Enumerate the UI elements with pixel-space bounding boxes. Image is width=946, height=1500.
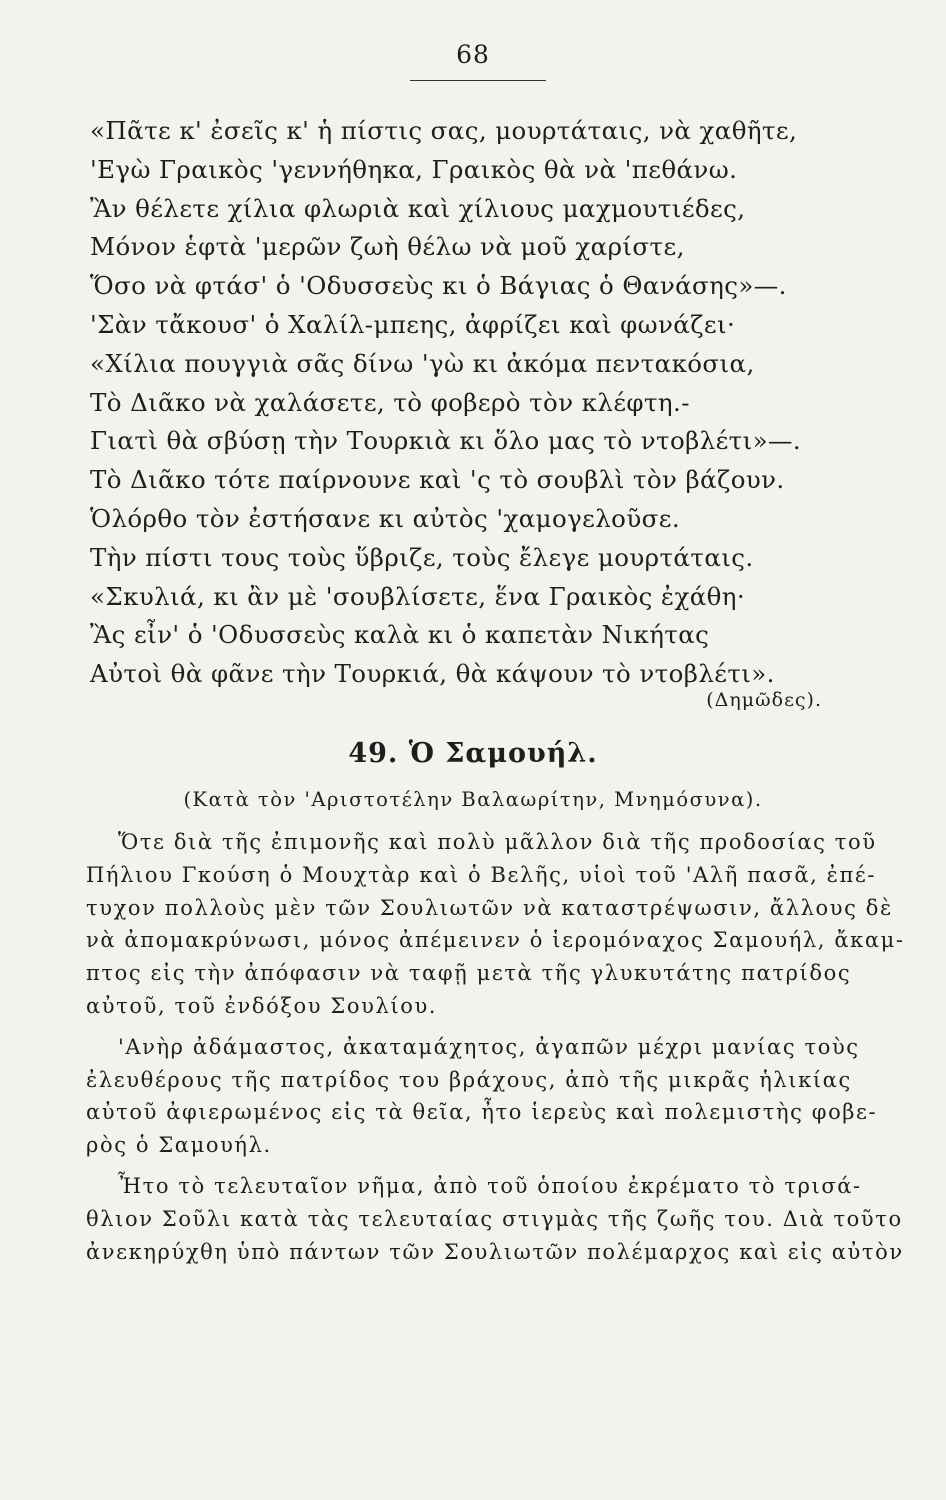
- poem-line: 'Σὰν τἄκουσ' ὁ Χαλίλ-μπεης, ἀφρίζει καὶ φωνάζει·: [90, 309, 736, 339]
- paragraph-line: 'Ανὴρ ἀδάμαστος, ἀκαταμάχητος, ἀγαπῶν μέχρι μανίας τοὺς: [118, 1034, 860, 1059]
- header-rule: [410, 80, 546, 81]
- poem-line: Τὴν πίστι τους τοὺς ὕβριζε, τοὺς ἔλεγε μουρτάταις.: [90, 542, 754, 572]
- prose-body: [86, 826, 905, 1268]
- poem-line: Μόνον ἑφτὰ 'μερῶν ζωὴ θέλω νὰ μοῦ χαρίστε,: [90, 232, 685, 262]
- poem-line: Αὐτοὶ θὰ φᾶνε τὴν Τουρκιά, θὰ κάψουν τὸ ντοβλέτι».: [90, 659, 775, 689]
- paragraph-line: θλιον Σοῦλι κατὰ τὰς τελευταίας στιγμὰς τῆς ζωῆς του. Διὰ τοῦτο: [86, 1206, 903, 1231]
- paragraph-line: νὰ ἀπομακρύνωσι, μόνος ἀπέμεινεν ὁ ἱερομόναχος Σαμουήλ, ἄκαμ-: [86, 928, 905, 953]
- poem-line: Τὸ Διᾶκο τότε παίρνουνε καὶ 'ς τὸ σουβλὶ τὸν βάζουν.: [90, 465, 785, 495]
- section-number: 49.: [348, 738, 399, 769]
- page-number: 68: [456, 40, 490, 69]
- poem-line: Ὅσο νὰ φτάσ' ὁ 'Οδυσσεὺς κι ὁ Βάγιας ὁ Θανάσης»—.: [90, 271, 787, 301]
- section-subtitle: (Κατὰ τὸν 'Αριστοτέλην Βαλαωρίτην, Μνημόσυνα).: [183, 788, 763, 811]
- poem-source: (Δημῶδες).: [706, 689, 822, 711]
- paragraph-line: Πήλιου Γκούση ὁ Μουχτὰρ καὶ ὁ Βελῆς, υἱοὶ τοῦ 'Αλῆ πασᾶ, ἐπέ-: [86, 862, 877, 887]
- poem-line: Ἂν θέλετε χίλια φλωριὰ καὶ χίλιους μαχμουτιέδες,: [90, 193, 746, 223]
- paragraph-line: τυχον πολλοὺς μὲν τῶν Σουλιωτῶν νὰ καταστρέψωσιν, ἄλλους δὲ: [86, 895, 893, 920]
- poem-line: «Χίλια πουγγιὰ σᾶς δίνω 'γὼ κι ἀκόμα πεντακόσια,: [90, 348, 755, 378]
- paragraph-line: ἐλευθέρους τῆς πατρίδος του βράχους, ἀπὸ τῆς μικρᾶς ἡλικίας: [86, 1067, 852, 1092]
- paragraph-line: ἀνεκηρύχθη ὑπὸ πάντων τῶν Σουλιωτῶν πολέμαρχος καὶ εἰς αὐτὸν: [86, 1239, 904, 1264]
- poem-line: Γιατὶ θὰ σβύσῃ τὴν Τουρκιὰ κι ὅλο μας τὸ ντοβλέτι»—.: [90, 426, 802, 456]
- paragraph-line: Ὅτε διὰ τῆς ἐπιμονῆς καὶ πολὺ μᾶλλον διὰ τῆς προδοσίας τοῦ: [118, 830, 877, 854]
- poem-line: 'Εγὼ Γραικὸς 'γεννήθηκα, Γραικὸς θὰ νὰ 'πεθάνω.: [90, 154, 738, 184]
- poem-line: Ὁλόρθο τὸν ἐστήσανε κι αὐτὸς 'χαμογελοῦσε.: [90, 503, 681, 533]
- poem-line: «Σκυλιά, κι ἂν μὲ 'σουβλίσετε, ἕνα Γραικὸς ἐχάθη·: [90, 581, 746, 611]
- poem: [90, 112, 870, 694]
- paragraph-line: αὐτοῦ, τοῦ ἐνδόξου Σουλίου.: [86, 993, 438, 1018]
- section-heading: [0, 738, 946, 769]
- section-title: Ὁ Σαμουήλ.: [408, 738, 598, 769]
- poem-line: «Πᾶτε κ' ἐσεῖς κ' ἡ πίστις σας, μουρτάταις, νὰ χαθῆτε,: [90, 116, 798, 145]
- paragraph-line: ρὸς ὁ Σαμουήλ.: [86, 1133, 272, 1158]
- paragraph-line: αὐτοῦ ἀφιερωμένος εἰς τὰ θεῖα, ἦτο ἱερεὺς καὶ πολεμιστὴς φοβε-: [86, 1100, 878, 1125]
- paragraph-line: Ἦτο τὸ τελευταῖον νῆμα, ἀπὸ τοῦ ὁποίου ἐκρέματο τὸ τρισά-: [118, 1173, 862, 1198]
- poem-line: Τὸ Διᾶκο νὰ χαλάσετε, τὸ φοβερὸ τὸν κλέφτη.-: [90, 387, 690, 417]
- paragraph-line: πτος εἰς τὴν ἀπόφασιν νὰ ταφῇ μετὰ τῆς γλυκυτάτης πατρίδος: [86, 961, 852, 986]
- poem-line: Ἂς εἶν' ὁ 'Οδυσσεὺς καλὰ κι ὁ καπετὰν Νικήτας: [90, 620, 710, 650]
